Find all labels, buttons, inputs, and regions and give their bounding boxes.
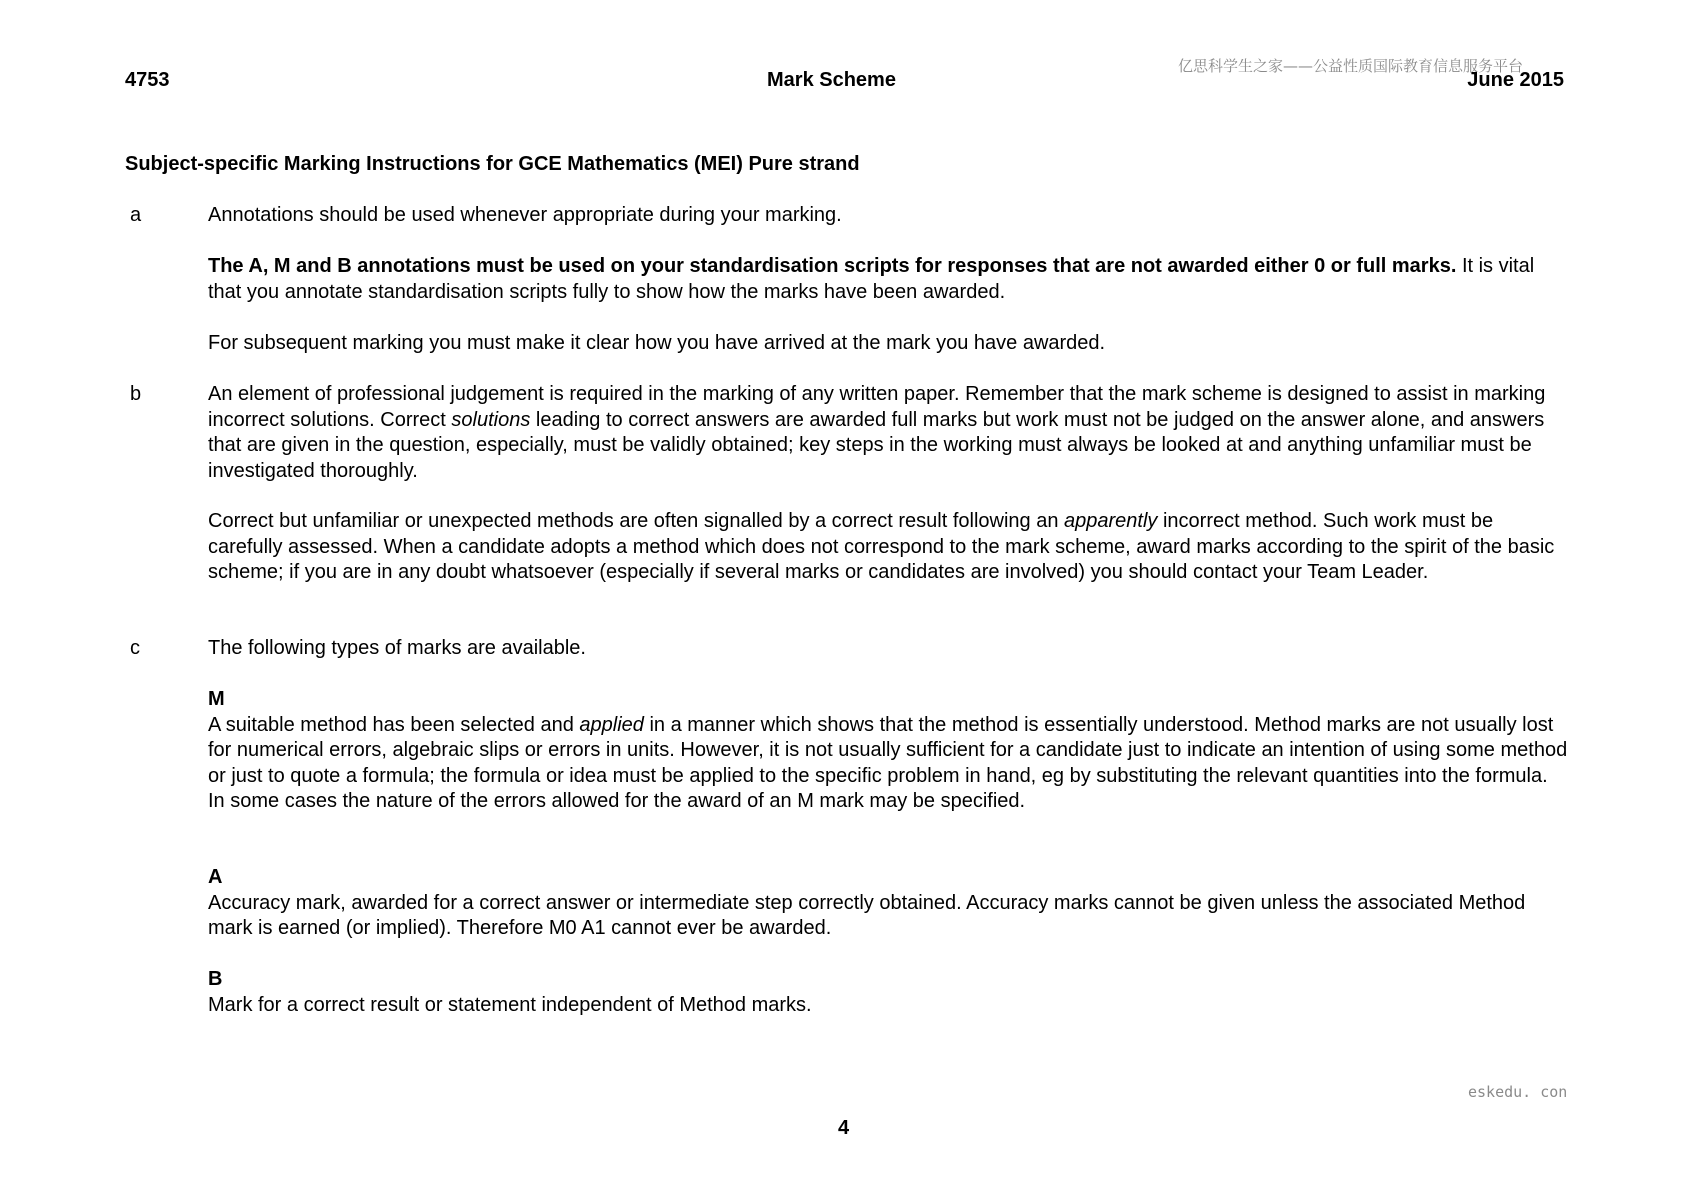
item-letter-c: c xyxy=(130,637,140,659)
item-a-paragraph-2 xyxy=(208,254,1568,305)
item-a-instruction-rest: It is vital that you annotate standardisation scripts fully to show how the marks have been awarded. xyxy=(208,255,1535,303)
item-b-p2-text-b: incorrect method. Such work must be carefully assessed. When a candidate adopts a method which does not correspond to the mark scheme, award marks according to the spirit of the basic scheme; if you are in any doubt whatsoever (especially if several marks or candidates are involved) you should contact your Team Leader. xyxy=(208,510,1555,583)
item-c-intro: The following types of marks are available. xyxy=(208,637,586,659)
item-a-paragraph-3: For subsequent marking you must make it clear how you have arrived at the mark you have awarded. xyxy=(208,332,1106,354)
watermark-bottom: eskedu. con xyxy=(1468,1083,1568,1101)
mark-type-m-text-a: A suitable method has been selected and xyxy=(208,713,580,736)
mark-type-b-text: Mark for a correct result or statement independent of Method marks. xyxy=(208,993,812,1016)
mark-type-b xyxy=(208,967,1568,1018)
mark-type-m-text-b: in a manner which shows that the method is essentially understood. Method marks are not usually lost for numerical errors, algebraic slips or errors in units. However, it is not usually sufficient for a candidate just to indicate an intention of using some method or just to quote a formula; the formula or idea must be applied to the specific problem in hand, eg by substituting the relevant quantities into the formula. In some cases the nature of the errors allowed for the award of an M mark may be specified. xyxy=(208,713,1568,812)
exam-date: June 2015 xyxy=(1467,69,1564,91)
mark-type-a-text: Accuracy mark, awarded for a correct answer or intermediate step correctly obtained. Accuracy marks cannot be given unless the associated Method mark is earned (or implied). Therefore M0 A1 cannot ever be awarded. xyxy=(208,891,1526,939)
document-title: Mark Scheme xyxy=(767,69,896,91)
mark-type-m-italic: applied xyxy=(579,713,644,736)
mark-type-a xyxy=(208,865,1568,942)
item-b-p1-italic: solutions xyxy=(451,408,531,431)
item-a-paragraph-1: Annotations should be used whenever appropriate during your marking. xyxy=(208,204,842,226)
mark-type-m xyxy=(208,687,1568,815)
item-b-p2-text-a: Correct but unfamiliar or unexpected methods are often signalled by a correct result following an xyxy=(208,510,1065,532)
item-a-bold-instruction: The A, M and B annotations must be used on your standardisation scripts for responses that are not awarded either 0 or full marks. xyxy=(208,255,1457,277)
item-b-p2-italic: apparently xyxy=(1064,510,1158,532)
item-b-paragraph-2 xyxy=(208,509,1568,586)
paper-code: 4753 xyxy=(125,69,170,91)
mark-type-b-heading: B xyxy=(208,968,223,990)
item-b-paragraph-1 xyxy=(208,382,1568,484)
section-title: Subject-specific Marking Instructions for GCE Mathematics (MEI) Pure strand xyxy=(125,153,860,175)
page-number: 4 xyxy=(838,1117,850,1139)
item-b-p1-text-b: leading to correct answers are awarded full marks but work must not be judged on the answer alone, and answers that are given in the question, especially, must be validly obtained; key steps in the working must always be looked at and anything unfamiliar must be investigated thoroughly. xyxy=(208,408,1545,482)
item-letter-a: a xyxy=(130,204,142,226)
watermark-top: 亿思科学生之家——公益性质国际教育信息服务平台 xyxy=(1178,57,1524,75)
mark-type-m-heading: M xyxy=(208,688,225,710)
item-letter-b: b xyxy=(130,383,142,405)
mark-type-a-heading: A xyxy=(208,866,223,888)
item-b-p1-text-a: An element of professional judgement is required in the marking of any written paper. Remember that the mark scheme is designed to assist in marking incorrect solutions. Correct xyxy=(208,383,1546,431)
